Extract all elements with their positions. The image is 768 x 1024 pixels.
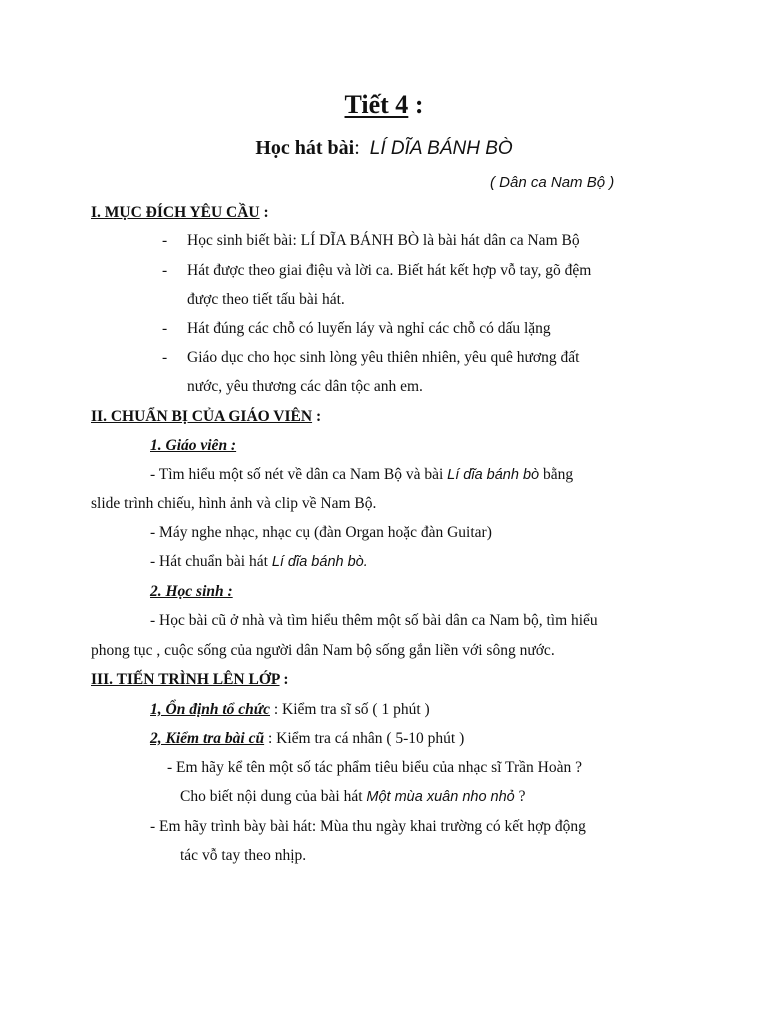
teacher-line-text: - Hát chuẩn bài hát [150,553,272,570]
step-2-text: : Kiểm tra cá nhân ( 5-10 phút ) [264,730,465,747]
step-1 [150,700,430,720]
question-2: - Em hãy trình bày bài hát: Mùa thu ngày khai trường có kết hợp động [150,818,586,835]
section-1-colon: : [259,204,269,221]
step-2 [150,729,464,749]
teacher-line-text: - Tìm hiểu một số nét về dân ca Nam Bộ và bài [150,466,448,483]
song-reference: Lí dĩa bánh bò [447,467,540,483]
student-line: - Học bài cũ ở nhà và tìm hiểu thêm một số bài dân ca Nam bộ, tìm hiểu [150,612,598,629]
section-1-heading [91,203,269,223]
question-2-continuation: tác vỗ tay theo nhịp. [180,847,307,864]
objective-item-continuation: nước, yêu thương các dân tộc anh em. [187,378,423,395]
objective-item: Giáo dục cho học sinh lòng yêu thiên nhiên, yêu quê hương đất [187,349,580,366]
question-1-continuation [180,787,526,807]
question-text: Cho biết nội dung của bài hát [180,788,367,805]
song-reference: Lí dĩa bánh bò. [271,554,368,570]
step-1-label: 1, Ổn định tổ chức [150,701,270,718]
lesson-subtitle [0,136,768,161]
objective-item: Hát được theo giai điệu và lời ca. Biết hát kết hợp vỗ tay, gõ đệm [187,262,592,279]
section-2-title: II. CHUẨN BỊ CỦA GIÁO VIÊN [91,408,313,425]
student-heading: 2. Học sinh : [150,583,233,600]
teacher-heading: 1. Giáo viên : [150,437,237,454]
section-2-heading [91,407,321,427]
bullet-dash: - [162,262,168,279]
bullet-dash: - [162,232,168,249]
subtitle-sep: : [354,137,360,159]
teacher-line: slide trình chiếu, hình ảnh và clip về Nam Bộ. [91,495,377,512]
section-3-colon: : [279,671,289,688]
title-colon: : [408,90,424,119]
section-3-heading [91,670,289,690]
section-1-title: I. MỤC ĐÍCH YÊU CẦU [91,204,260,221]
objective-item-continuation: được theo tiết tấu bài hát. [187,291,345,308]
objective-item: Hát đúng các chỗ có luyến láy và nghỉ các chỗ có dấu lặng [187,320,551,337]
song-reference: Một mùa xuân nho nhỏ [366,789,515,805]
teacher-line: - Máy nghe nhạc, nhạc cụ (đàn Organ hoặc đàn Guitar) [150,524,492,541]
bullet-dash: - [162,320,168,337]
question-1: - Em hãy kể tên một số tác phẩm tiêu biểu của nhạc sĩ Trần Hoàn ? [167,759,582,776]
teacher-line [150,465,573,485]
section-2-colon: : [312,408,322,425]
step-1-text: : Kiểm tra sĩ số ( 1 phút ) [269,701,430,718]
question-text: ? [514,788,526,805]
subtitle-lead: Học hát bài [255,137,355,159]
step-2-label: 2, Kiểm tra bài cũ [150,730,265,747]
lesson-number: Tiết 4 [344,90,409,119]
objective-item: Học sinh biết bài: LÍ DĨA BÁNH BÒ là bài hát dân ca Nam Bộ [187,232,580,249]
lesson-title [0,90,768,120]
student-line: phong tục , cuộc sống của người dân Nam bộ sống gắn liền với sông nước. [91,642,555,659]
bullet-dash: - [162,349,168,366]
teacher-line [150,552,368,572]
song-title: LÍ DĨA BÁNH BÒ [369,138,513,159]
teacher-line-text: bằng [539,466,574,483]
section-3-title: III. TIẾN TRÌNH LÊN LỚP [91,671,280,688]
genre-label: ( Dân ca Nam Bộ ) [490,174,615,191]
